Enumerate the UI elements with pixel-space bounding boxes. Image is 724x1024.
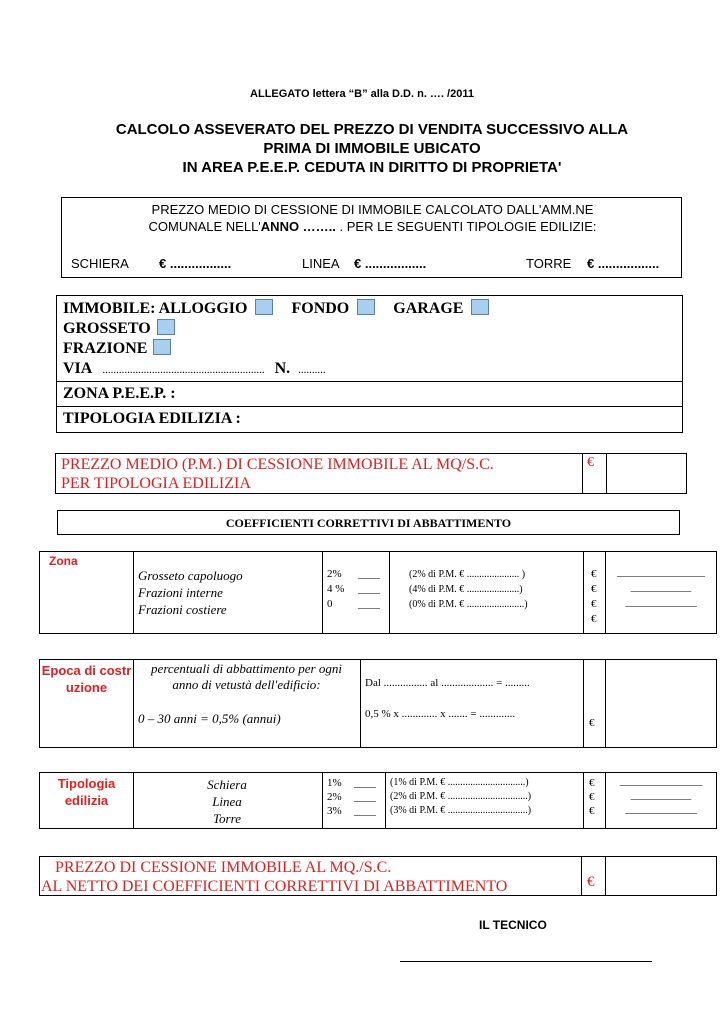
zona-formula-2[interactable]: (0% di P.M. € .......................) [409,599,528,610]
garage-checkbox[interactable] [471,299,489,315]
euro-sign: € [589,805,595,817]
zona-percent-0: 2% [327,568,342,580]
zona-euros [591,567,597,627]
epoca-rule: 0 – 30 anni = 0,5% (annui) [138,711,281,726]
grosseto-checkbox[interactable] [157,319,175,335]
coefficienti-title-box [57,510,680,535]
grosseto-row [63,319,175,338]
linea-value-field[interactable]: € ................. [354,256,427,271]
via-field[interactable]: ........................................................... [102,364,265,376]
zona-percent-1: 4 % [327,583,345,595]
tipologia-blank-0[interactable]: ____ [354,777,376,789]
zona-item-grosseto: Grosseto capoluogo [138,568,243,583]
tipologia-results [606,774,716,816]
zona-result-0[interactable]: ________________ [617,566,705,578]
title-line-2: PRIMA DI IMMOBILE UBICATO [263,140,481,157]
divider [605,660,606,747]
tipologia-item-linea: Linea [212,794,242,809]
epoca-desc-line-2: anno di vetustà dell'edificio: [172,677,321,692]
tipologia-blank-1[interactable]: ____ [354,791,376,803]
euro-sign: € [587,874,595,890]
tipologia-formulas [390,776,531,818]
zona-items [138,567,243,618]
tipologia-percent-2: 3% [327,805,342,817]
divider [583,552,584,633]
divider [581,857,582,895]
title-line-1: CALCOLO ASSEVERATO DEL PREZZO DI VENDITA SUCCESSIVO ALLA [115,121,629,138]
tipologia-percents [327,776,342,818]
epoca-result-field[interactable] [607,662,715,745]
alloggio-checkbox[interactable] [255,299,273,315]
epoca-desc-line-1: percentuali di abbattimento per ogni [151,661,342,676]
divider [606,454,607,493]
n-label: N. [274,360,291,377]
prezzo-medio-mq-label [61,455,581,493]
prezzo-medio-line-2 [62,219,683,234]
zona-formulas [409,567,528,612]
zona-percent-2: 0 [327,598,333,610]
tipologia-result-2[interactable]: _____________ [625,803,697,815]
divider [360,660,361,747]
tipologia-items [133,776,321,827]
divider [583,773,584,828]
zona-result-2[interactable]: _____________ [625,596,697,608]
immobile-divider-2 [57,406,682,407]
fondo-checkbox[interactable] [357,299,375,315]
epoca-calc-1[interactable]: Dal ................ al ................... = ......... [365,677,530,689]
prezzo-netto-line-1: PREZZO DI CESSIONE IMMOBILE AL MQ./S.C. [55,859,392,876]
garage-label: GARAGE [393,300,464,317]
title-line-3: IN AREA P.E.E.P. CEDUTA IN DIRITTO DI PROPRIETA' [182,159,562,176]
divider [582,454,583,493]
line2-post: . PER LE SEGUENTI TIPOLOGIE EDILIZIE: [335,219,597,234]
divider [605,857,606,895]
tipologia-formula-1[interactable]: (2% di P.M. € ................................) [390,791,532,802]
tipologia-percent-1: 2% [327,791,342,803]
grosseto-label: GROSSETO [63,320,151,337]
tipologia-euros [589,776,595,818]
euro-sign: € [587,455,594,470]
zona-blank-1[interactable]: ____ [358,583,380,595]
zona-result-1[interactable]: ___________ [630,581,692,593]
divider [385,773,386,828]
zona-formula-1[interactable]: (4% di P.M. € .....................) [409,584,523,595]
schiera-label: SCHIERA [71,256,129,271]
frazione-row [63,339,171,358]
immobile-alloggio-label: IMMOBILE: ALLOGGIO [63,300,248,317]
tipologia-formula-2[interactable]: (3% di P.M. € ................................) [390,805,532,816]
zona-formula-0[interactable]: (2% di P.M. € ..................... ) [409,569,526,580]
epoca-description [133,661,360,693]
torre-label: TORRE [526,256,572,271]
euro-sign: € [589,791,595,803]
via-row [63,360,326,378]
zona-peep-label: ZONA P.E.E.P. : [63,385,176,402]
tipologia-blank-2[interactable]: ____ [354,805,376,817]
divider [583,660,584,747]
immobile-box [56,295,683,433]
zona-item-interne: Frazioni interne [138,585,223,600]
zona-blank-0[interactable]: ____ [358,568,380,580]
tipologia-percent-0: 1% [327,777,342,789]
tipologia-result-0[interactable]: _______________ [619,775,703,787]
tipologia-label: Tipologia edilizia [57,776,116,808]
epoca-label: Epoca di costruzione [41,663,132,695]
euro-sign: € [591,568,597,580]
immobile-divider-1 [57,381,682,382]
prezzo-netto-line-2: AL NETTO DEI COEFFICIENTI CORRETTIVI DI ABBATTIMENTO [41,878,508,895]
zona-label: Zona [49,554,78,568]
prezzo-medio-mq-field[interactable] [608,456,684,491]
divider [322,552,323,633]
allegato-reference: ALLEGATO lettera “B” alla D.D. n. …. /2011 [250,88,474,100]
prezzo-medio-mq-line-1: PREZZO MEDIO (P.M.) DI CESSIONE IMMOBILE AL MQ/S.C. [61,456,494,473]
tipologia-item-schiera: Schiera [207,777,247,792]
euro-sign: € [591,583,597,595]
prezzo-medio-line-1: PREZZO MEDIO DI CESSIONE DI IMMOBILE CALCOLATO DALL'AMM.NE [151,202,594,217]
zona-blank-2[interactable]: ____ [358,598,380,610]
euro-sign: € [589,777,595,789]
n-field[interactable]: .......... [298,364,326,376]
frazione-checkbox[interactable] [153,339,171,355]
euro-sign: € [589,717,595,729]
linea-label: LINEA [302,256,340,271]
epoca-table [39,659,717,748]
euro-sign: € [591,613,597,625]
prezzo-medio-mq-box [55,453,687,494]
zona-item-costiere: Frazioni costiere [138,602,227,617]
zona-percents [327,567,344,612]
tipologia-item-torre: Torre [213,811,241,826]
tipologia-blanks [354,776,376,818]
coefficienti-title: COEFFICIENTI CORRETTIVI DI ABBATTIMENTO [225,516,512,530]
zona-table [39,551,717,634]
zona-blanks [358,567,380,612]
fondo-label: FONDO [291,300,350,317]
divider [389,552,390,633]
prezzo-netto-box [39,856,717,896]
prezzo-netto-field[interactable] [607,859,715,893]
immobile-row [63,299,489,318]
prezzo-medio-box [61,197,682,278]
tipologia-result-1[interactable]: ___________ [630,789,692,801]
euro-sign: € [591,598,597,610]
prezzo-medio-mq-line-2: PER TIPOLOGIA EDILIZIA [61,475,251,492]
line2-pre: COMUNALE NELL' [148,219,261,234]
via-label: VIA [63,360,93,377]
epoca-calc-2[interactable]: 0,5 % x ............. x ....... = ............. [365,708,516,720]
torre-value-field[interactable]: € ................. [587,256,660,271]
divider [133,552,134,633]
zona-results [606,565,716,610]
frazione-label: FRAZIONE [63,340,148,357]
prezzo-netto-label [41,858,507,896]
schiera-value-field[interactable]: € ................. [159,256,232,271]
signature-line[interactable] [400,961,652,962]
divider [322,773,323,828]
document-title [0,120,724,177]
tipologia-table [39,772,717,829]
tipologia-edilizia-label: TIPOLOGIA EDILIZIA : [63,410,241,427]
tecnico-label: IL TECNICO [479,918,547,932]
tipologia-formula-0[interactable]: (1% di P.M. € ...............................) [390,777,529,788]
anno-field[interactable]: ANNO …….. [260,219,336,234]
